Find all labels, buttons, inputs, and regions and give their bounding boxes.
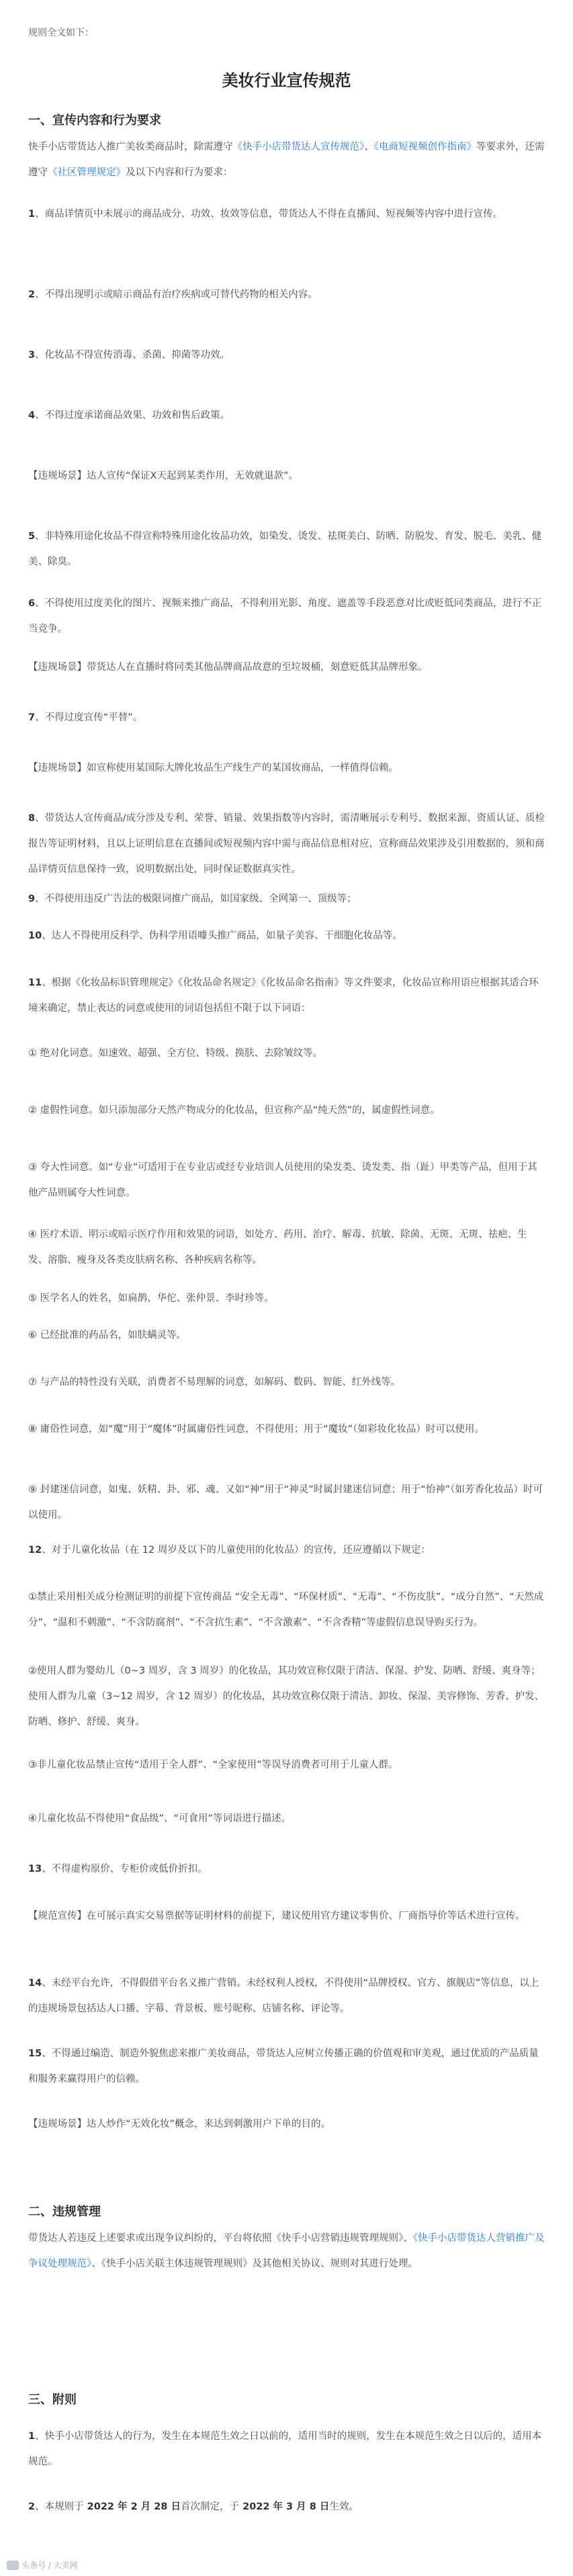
link-kuaishou-promo-rules[interactable]: 《快手小店带货达人宣传规范》 — [232, 142, 365, 152]
rule-11-item-8: ⑧ 庸俗性词意，如“魔”用于“魔体”时属庸俗性词意，不得使用；用于“魔妆”（如彩妆化妆品）时可以使用。 — [28, 1424, 484, 1435]
watermark: 头条号 / 大美网 — [7, 2559, 78, 2571]
rule-15: 15、不得通过编造、制造外貌焦虑来推广美妆商品，带货达人应树立传播正确的价值观和审美观，通过优质的产品质量和服务来赢得用户的信赖。 — [28, 2048, 539, 2085]
rule-6: 6、不得使用过度美化的图片、视频来推广商品，不得利用光影、角度、遮盖等手段恶意对比或贬低同类商品，进行不正当竞争。 — [28, 598, 542, 634]
rule-14: 14、未经平台允许，不得假借平台名义推广营销。未经权利人授权，不得使用“品牌授权、官方、旗舰店”等信息，以上的违规场景包括达人口播、字幕、背景板、账号昵称、店铺名称、评论等。 — [28, 1978, 539, 2014]
rule-13-scene: 【规范宣传】在可展示真实交易票据等证明材料的前提下，建议使用官方建议零售价、厂商指导价等话术进行宣传。 — [28, 1911, 525, 1921]
rule-11-item-3: ③ 夸大性词意。如“专业”可适用于在专业店或经专业培训人员使用的染发类、烫发类、指（趾）甲类等产品，但用于其他产品则属夸大性词意。 — [28, 1162, 537, 1198]
appendix-2: 2、本规则于 2022 年 2 月 28 日首次制定，于 2022 年 3 月 8 日生效。 — [28, 2501, 359, 2512]
rule-6-scene: 【违规场景】带货达人在直播时将同类其他品牌商品故意的至垃圾桶，刻意贬低其品牌形象。 — [28, 662, 428, 673]
rule-11-item-5: ⑤ 医学名人的姓名，如扁鹊、华佗、张仲景、李时珍等。 — [28, 1293, 274, 1304]
section-heading-3: 三、附则 — [28, 2393, 77, 2407]
rule-11-item-1: ① 绝对化词意。如速效、超强、全方位、特级、换肤、去除皱纹等。 — [28, 1048, 323, 1059]
rule-1: 1、商品详情页中未展示的商品成分、功效、妆效等信息，带货达人不得在直播间、短视频等内容中进行宣传。 — [28, 209, 503, 220]
section-heading-1: 一、宣传内容和行为要求 — [28, 113, 161, 128]
rule-11-item-7: ⑦ 与产品的特性没有关联，消费者不易理解的词意，如解码、数码、智能、红外线等。 — [28, 1377, 401, 1388]
rule-12-item-2: ②使用人群为婴幼儿（0~3 周岁，含 3 周岁）的化妆品，其功效宣称仅限于清洁、保湿、护发、防晒、舒缓、爽身等；使用人群为儿童（3~12 周岁，含 12 周岁）的化妆品，其功效宣称仅限于清洁、卸妆、保湿、美容修饰、芳香、护发、防晒、修护、舒缓、爽身。 — [28, 1666, 545, 1727]
rule-13: 13、不得虚构原价、专柜价或低价折扣。 — [28, 1864, 208, 1874]
rule-11-item-9: ⑨ 封建迷信词意，如鬼、妖精、卦、邪、魂、又如“神”用于“神灵”时属封建迷信词意；用于“怡神”（如芳香化妆品）时可以使用。 — [28, 1484, 543, 1521]
rule-11-item-4: ④ 医疗术语、明示或暗示医疗作用和效果的词语，如处方、药用、治疗、解毒、抗敏、除菌、无斑、无斑、祛疤、生发、溶脂、瘦身及各类皮肤病名称、各种疾病名称等。 — [28, 1229, 527, 1266]
intro-text: 规则全文如下： — [28, 28, 94, 38]
rule-4-scene: 【违规场景】达人宣传“保证X天起到某类作用，无效就退款”。 — [28, 471, 298, 481]
rule-7: 7、不得过度宣传“平替”。 — [28, 712, 143, 723]
rule-12-item-4: ④儿童化妆品不得使用“食品级”、“可食用”等词语进行描述。 — [28, 1813, 292, 1824]
section-2-text: 带货达人若违反上述要求或出现争议纠纷的，平台将依照《快手小店营销违规管理规则》、《快手小店带货达人营销推广及争议处理规范》、《快手小店关联主体违规管理规则》及其他相关协议、规则对其进行处理。 — [28, 2233, 545, 2269]
link-community-rules[interactable]: 《社区管理规定》 — [48, 167, 126, 178]
rule-12-item-3: ③非儿童化妆品禁止宣传“适用于全人群”、“全家使用”等误导消费者可用于儿童人群。 — [28, 1760, 398, 1770]
rule-2: 2、不得出现明示或暗示商品有治疗疾病或可替代药物的相关内容。 — [28, 289, 318, 300]
watermark-logo-icon — [7, 2561, 19, 2570]
rule-4: 4、不得过度承诺商品效果、功效和售后政策。 — [28, 410, 230, 421]
rule-11-item-2: ② 虚假性词意。如只添加部分天然产物成分的化妆品，但宣称产品“纯天然”的，属虚假性词意。 — [28, 1105, 440, 1116]
rule-9: 9、不得使用违反广告法的极限词推广商品，如国家级、全网第一、顶级等； — [28, 894, 357, 904]
rule-11: 11、根据《化妆品标识管理规定》《化妆品命名规定》《化妆品命名指南》等文件要求，化妆品宣称用语应根据其适合环境来确定，禁止表达的词意或使用的词语包括但不限于以下词语： — [28, 977, 539, 1014]
rule-12: 12、对于儿童化妆品（在 12 周岁及以下的儿童使用的化妆品）的宣传，还应遵循以下规定： — [28, 1545, 431, 1556]
document-title: 美妆行业宣传规范 — [222, 71, 351, 90]
rule-12-item-1: ①禁止采用相关成分检测证明的前提下宣传商品 “安全无毒”、“环保材质”、“无毒”、“不伤皮肤”、“成分自然”、“天然成分”、“温和不刺激”、“不含防腐剂”、“不含抗生素”、“不含激素”、“不含香精”等虚假信息误导购买行为。 — [28, 1592, 544, 1628]
appendix-1: 1、快手小店带货达人的行为，发生在本规范生效之日以前的，适用当时的规则，发生在本规范生效之日以后的，适用本规范。 — [28, 2431, 542, 2467]
rule-3: 3、化妆品不得宣传消毒、杀菌、抑菌等功效。 — [28, 350, 230, 361]
rule-11-item-6: ⑥ 已经批准的药品名，如肤螨灵等。 — [28, 1330, 187, 1341]
section-heading-2: 二、违规管理 — [28, 2205, 101, 2219]
link-dispute-rules[interactable]: 《快手小店带货达人营销推广及争议处理规范》 — [28, 2233, 545, 2269]
section-1-lead: 快手小店带货达人推广美妆类商品时，除需遵守《快手小店带货达人宣传规范》、《电商短视频创作指南》等要求外，还需遵守《社区管理规定》及以下内容和行为要求： — [28, 142, 545, 178]
rule-8: 8、带货达人宣传商品/成分涉及专利、荣誉、销量、效果指数等内容时，需清晰展示专利号、数据来源、资质认证、质检报告等证明材料，且以上证明信息在直播间或短视频内容中需与商品信息相对应，宣称商品效果涉及引用数据的，须和商品详情页信息保持一致，说明数据出处，同时保证数据真实性。 — [28, 813, 545, 875]
rule-7-scene: 【违规场景】如宣称使用某国际大牌化妆品生产线生产的某国妆商品，一样值得信赖。 — [28, 763, 398, 773]
rule-10: 10、达人不得使用反科学、伪科学用语噱头推广商品，如量子美容、干细胞化妆品等。 — [28, 931, 402, 941]
rule-5: 5、非特殊用途化妆品不得宣称特殊用途化妆品功效，如染发、烫发、祛斑美白、防晒、防脱发、育发、脱毛、美乳、健美、除臭。 — [28, 531, 542, 567]
rule-15-scene: 【违规场景】达人炒作“无效化妆”概念，来达到刺激用户下单的目的。 — [28, 2119, 331, 2130]
link-short-video-guide[interactable]: 《电商短视频创作指南》 — [373, 142, 476, 152]
